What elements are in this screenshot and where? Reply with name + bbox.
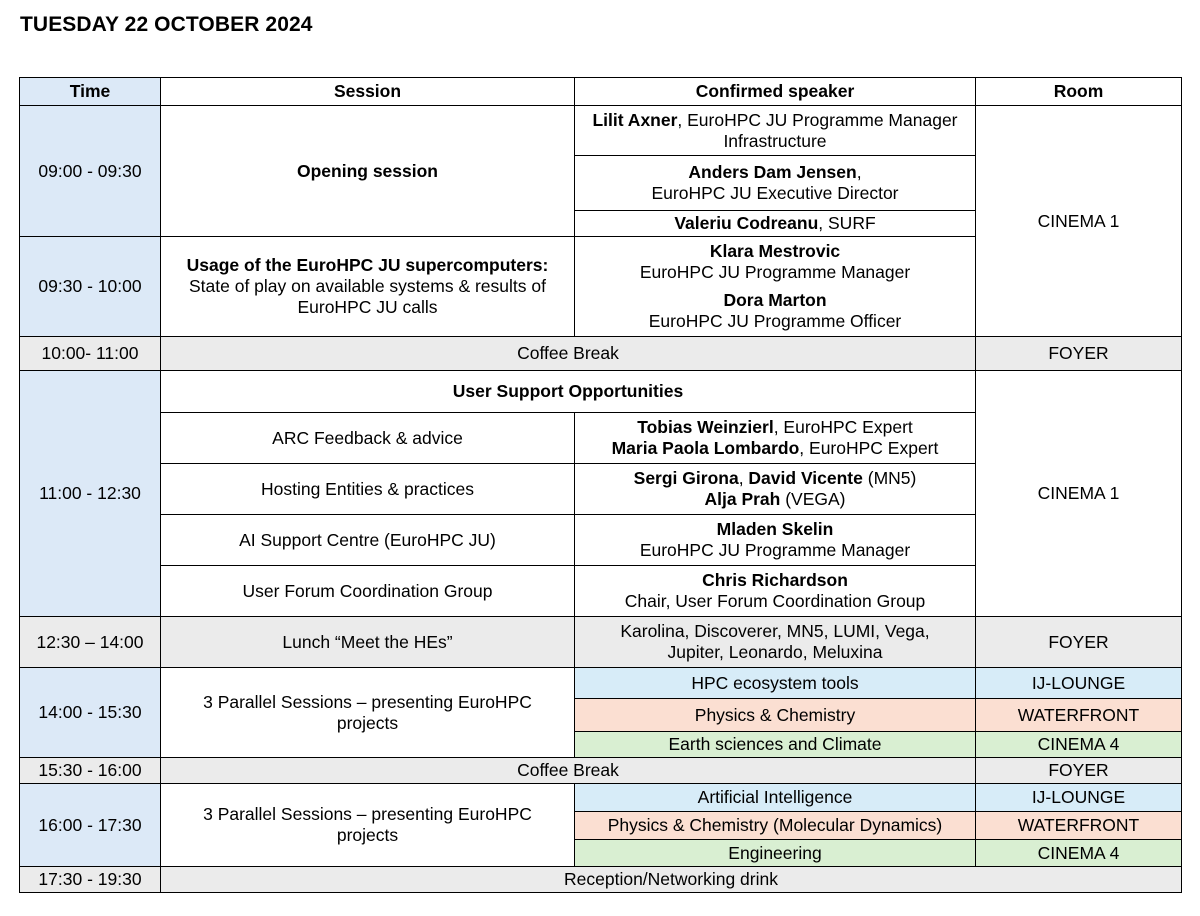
agenda-table	[19, 77, 1182, 893]
session-title: Usage of the EuroHPC JU supercomputers:	[186, 255, 549, 275]
speaker-role: , SURF	[818, 213, 876, 233]
speaker-cell	[575, 464, 976, 515]
track-cell: Earth sciences and Climate	[575, 732, 976, 758]
speaker-name: Tobias Weinzierl	[637, 417, 774, 437]
speaker-role: , EuroHPC Expert	[773, 417, 913, 437]
table-row	[20, 337, 1182, 371]
session-cell: 3 Parallel Sessions – presenting EuroHPC projects	[161, 784, 575, 867]
room-cell: WATERFRONT	[976, 699, 1182, 732]
speaker-role: (VEGA)	[780, 489, 846, 509]
speaker-cell	[575, 515, 976, 566]
speaker-role: Chair, User Forum Coordination Group	[624, 591, 926, 611]
speaker-role: EuroHPC JU Executive Director	[651, 183, 899, 203]
room-cell: CINEMA 4	[976, 840, 1182, 867]
time-cell: 15:30 - 16:00	[20, 758, 161, 784]
header-speaker: Confirmed speaker	[575, 78, 976, 106]
room-cell: CINEMA 1	[976, 371, 1182, 617]
speaker-cell	[575, 413, 976, 464]
speaker-name: Lilit Axner	[592, 109, 678, 130]
session-cell: Opening session	[161, 106, 575, 237]
table-row	[20, 784, 1182, 812]
speaker-cell	[575, 156, 976, 211]
speaker-name: Valeriu Codreanu	[674, 213, 819, 233]
track-cell: Physics & Chemistry (Molecular Dynamics)	[575, 812, 976, 840]
table-row	[20, 617, 1182, 668]
room-cell: FOYER	[976, 337, 1182, 371]
room-cell: CINEMA 1	[976, 106, 1182, 337]
time-cell: 16:00 - 17:30	[20, 784, 161, 867]
session-cell: AI Support Centre (EuroHPC JU)	[161, 515, 575, 566]
page-title: TUESDAY 22 OCTOBER 2024	[20, 13, 313, 36]
speaker-name: Anders Dam Jensen	[688, 162, 857, 182]
speaker-name: Dora Marton	[723, 290, 827, 311]
speaker-name: Maria Paola Lombardo	[611, 438, 800, 458]
session-cell: 3 Parallel Sessions – presenting EuroHPC projects	[161, 668, 575, 758]
speaker-name: Klara Mestrovic	[709, 240, 841, 261]
track-cell: Physics & Chemistry	[575, 699, 976, 732]
room-cell: IJ-LOUNGE	[976, 668, 1182, 699]
speaker-role: (MN5)	[862, 468, 917, 488]
speaker-role: EuroHPC JU Programme Manager	[639, 540, 911, 560]
time-cell: 09:30 - 10:00	[20, 237, 161, 337]
table-row	[20, 668, 1182, 699]
speaker-cell	[575, 566, 976, 617]
time-cell: 09:00 - 09:30	[20, 106, 161, 237]
session-cell: User Forum Coordination Group	[161, 566, 575, 617]
session-cell: Hosting Entities & practices	[161, 464, 575, 515]
speaker-name: Sergi Girona	[633, 468, 739, 488]
time-cell: 11:00 - 12:30	[20, 371, 161, 617]
track-cell: Artificial Intelligence	[575, 784, 976, 812]
room-cell: FOYER	[976, 617, 1182, 668]
table-row	[20, 758, 1182, 784]
session-cell: Lunch “Meet the HEs”	[161, 617, 575, 668]
section-header: User Support Opportunities	[161, 371, 976, 413]
speaker-role: EuroHPC JU Programme Manager	[639, 261, 911, 282]
speaker-name: Mladen Skelin	[716, 519, 834, 539]
session-cell: Coffee Break	[161, 758, 976, 784]
room-cell: CINEMA 4	[976, 732, 1182, 758]
speaker-cell: Karolina, Discoverer, MN5, LUMI, Vega, Jupiter, Leonardo, Meluxina	[575, 617, 976, 668]
header-room: Room	[976, 78, 1182, 106]
speaker-cell	[575, 287, 976, 337]
session-description: State of play on available systems & results of EuroHPC JU calls	[189, 276, 546, 317]
table-row	[20, 371, 1182, 413]
header-session: Session	[161, 78, 575, 106]
speaker-name: Alja Prah	[704, 489, 781, 509]
speaker-role: , EuroHPC Expert	[799, 438, 939, 458]
room-cell: IJ-LOUNGE	[976, 784, 1182, 812]
speaker-name: Chris Richardson	[702, 570, 848, 590]
session-cell: Coffee Break	[161, 337, 976, 371]
table-row	[20, 867, 1182, 893]
speaker-cell	[575, 237, 976, 287]
session-cell: Reception/Networking drink	[161, 867, 1182, 893]
header-time: Time	[20, 78, 161, 106]
speaker-role: , EuroHPC JU Programme Manager Infrastructure	[677, 109, 958, 151]
room-cell: WATERFRONT	[976, 812, 1182, 840]
speaker-role: EuroHPC JU Programme Officer	[648, 311, 902, 332]
table-header-row	[20, 78, 1182, 106]
speaker-cell	[575, 211, 976, 237]
track-cell: HPC ecosystem tools	[575, 668, 976, 699]
time-cell: 14:00 - 15:30	[20, 668, 161, 758]
time-cell: 12:30 – 14:00	[20, 617, 161, 668]
session-cell	[161, 237, 575, 337]
speaker-separator: ,	[738, 468, 749, 488]
track-cell: Engineering	[575, 840, 976, 867]
speaker-cell	[575, 106, 976, 156]
time-cell: 17:30 - 19:30	[20, 867, 161, 893]
speaker-name: David Vicente	[748, 468, 863, 488]
room-cell: FOYER	[976, 758, 1182, 784]
time-cell: 10:00- 11:00	[20, 337, 161, 371]
speaker-comma: ,	[856, 162, 862, 182]
table-row	[20, 106, 1182, 156]
session-cell: ARC Feedback & advice	[161, 413, 575, 464]
